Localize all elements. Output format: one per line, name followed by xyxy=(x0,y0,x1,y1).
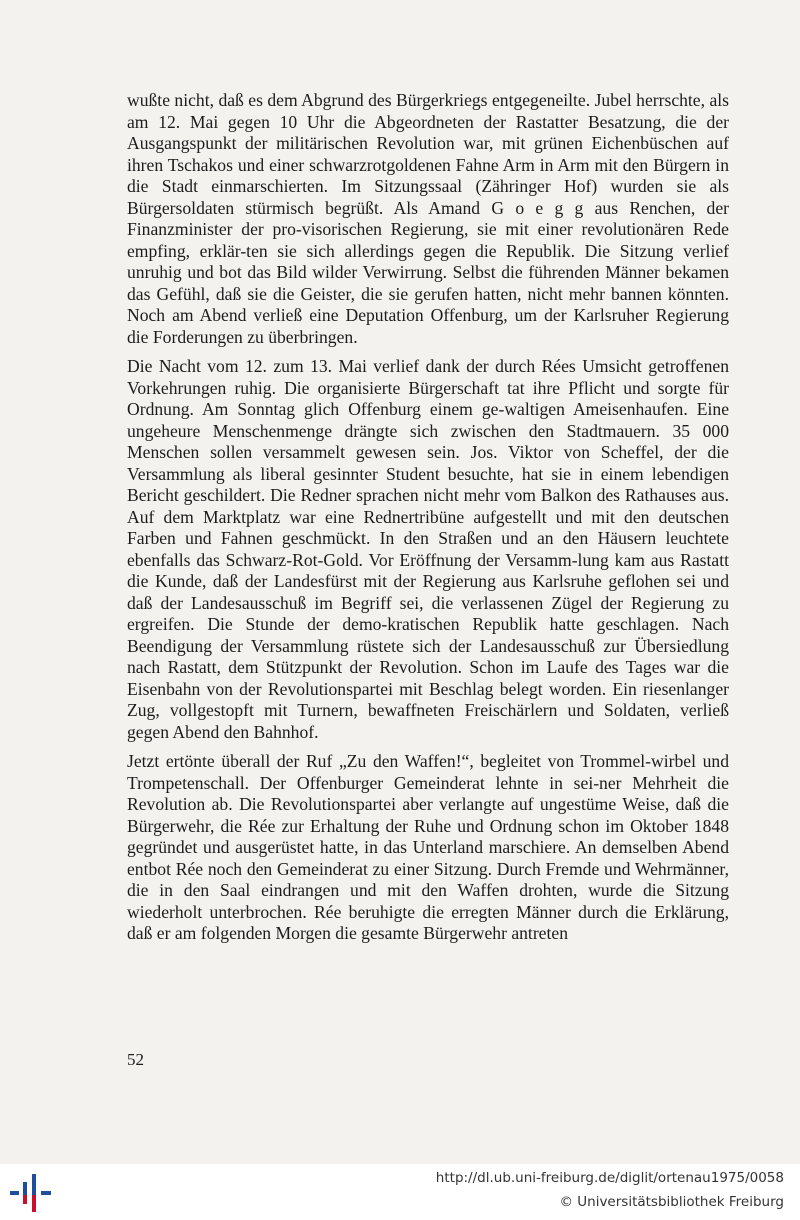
viewer-footer xyxy=(0,1164,800,1220)
paragraph-2: Die Nacht vom 12. zum 13. Mai verlief dank der durch Rées Umsicht getroffenen Vorkehrungen ruhig. Die organisierte Bürgerschaft tat ihre Pflicht und sorgte für Ordnung. Am Sonntag glich Offenburg einem ge-waltigen Ameisenhaufen. Eine ungeheure Menschenmenge drängte sich zwischen den Stadtmauern. 35 000 Menschen sollen versammelt gewesen sein. Jos. Viktor von Scheffel, der die Versammlung als liberal gesinnter Student besuchte, hat sie in einem lebendigen Bericht geschildert. Die Redner sprachen nicht mehr vom Balkon des Rathauses aus. Auf dem Marktplatz war eine Rednertribüne aufgestellt und mit den deutschen Farben und Fahnen geschmückt. In den Straßen und an den Häusern leuchtete ebenfalls das Schwarz-Rot-Gold. Vor Eröffnung der Versamm-lung kam aus Rastatt die Kunde, daß der Landesfürst mit der Regierung aus Karlsruhe geflohen sei und daß der Landesausschuß im Begriff sei, die verlassenen Zügel der Regierung zu ergreifen. Die Stunde der demo-kratischen Republik hatte geschlagen. Nach Beendigung der Versammlung rüstete sich der Landesausschuß zur Übersiedlung nach Rastatt, dem Stützpunkt der Revolution. Schon im Laufe des Tages war die Eisenbahn von der Revolutionspartei mit Beschlag belegt worden. Ein riesenlanger Zug, vollgestopft mit Turnern, bewaffneten Freischärlern und Soldaten, verließ gegen Abend den Bahnhof. xyxy=(127,356,729,742)
permalink-url[interactable]: http://dl.ub.uni-freiburg.de/diglit/ortenau1975/0058 xyxy=(435,1170,784,1186)
paragraph-3: Jetzt ertönte überall der Ruf „Zu den Waffen!“, begleitet von Trommel-wirbel und Trompetenschall. Der Offenburger Gemeinderat lehnte in sei-ner Mehrheit die Revolution ab. Die Revolutionspartei aber verlangte auf ungestüme Weise, daß die Bürgerwehr, die Rée zur Erhaltung der Ruhe und Ordnung schon im Oktober 1848 gegründet und ausgerüstet hatte, in das Unterland marschiere. An demselben Abend entbot Rée noch den Gemeinderat zu einer Sitzung. Durch Fremde und Wehrmänner, die in den Saal eindrangen und mit den Waffen drohten, wurde die Sitzung wiederholt unterbrochen. Rée beruhigte die erregten Männer durch die Erklärung, daß er am folgenden Morgen die gesamte Bürgerwehr antreten xyxy=(127,751,729,943)
body-text xyxy=(127,90,729,945)
page-number: 52 xyxy=(127,1050,144,1069)
ub-freiburg-logo-icon[interactable] xyxy=(10,1174,52,1214)
paragraph-1: wußte nicht, daß es dem Abgrund des Bürgerkriegs entgegeneilte. Jubel herrschte, als am 12. Mai gegen 10 Uhr die Abgeordneten der Rastatter Besatzung, die der Ausgangspunkt der militärischen Revolution war, mit grünen Eichenbüschen auf ihren Tschakos und einer schwarzrotgoldenen Fahne Arm in Arm mit den Bürgern in die Stadt einmarschierten. Im Sitzungssaal (Zähringer Hof) wurden sie als Bürgersoldaten stürmisch begrüßt. Als Amand G o e g g aus Renchen, der Finanzminister der pro-visorischen Regierung, sie mit einer revolutionären Rede empfing, erklär-ten sie sich allerdings gegen die Republik. Die Sitzung verlief unruhig und bot das Bild wilder Verwirrung. Selbst die führenden Männer bekamen das Gefühl, daß sie die Geister, die sie gerufen hatten, nicht mehr bannen könnten. Noch am Abend verließ eine Deputation Offenburg, um der Karlsruher Regierung die Forderungen zu überbringen. xyxy=(127,90,729,347)
copyright-notice: © Universitätsbibliothek Freiburg xyxy=(559,1194,784,1210)
